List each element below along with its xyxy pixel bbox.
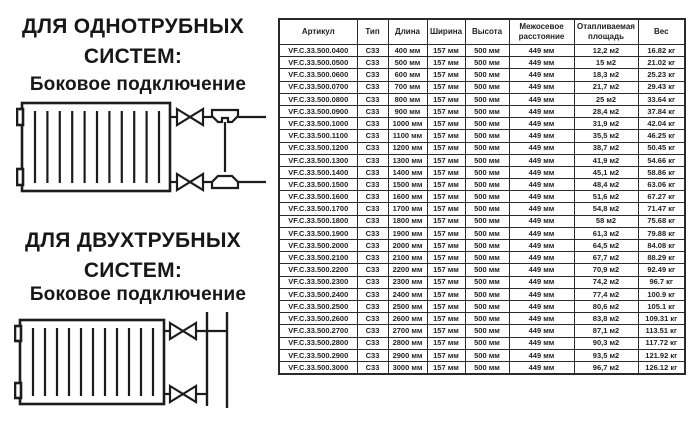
table-cell: C33: [357, 325, 388, 337]
tee-fitting-icon: [212, 176, 238, 188]
table-row: [279, 166, 685, 178]
table-cell: 157 мм: [427, 45, 465, 57]
radiator-spec-table: [278, 18, 686, 375]
table-cell: 157 мм: [427, 276, 465, 288]
table-cell: 157 мм: [427, 252, 465, 264]
table-cell: 15 м2: [574, 57, 638, 69]
table-cell: 449 мм: [509, 45, 574, 57]
table-cell: 1900 мм: [388, 227, 427, 239]
table-row: [279, 118, 685, 130]
column-header-height: Высота: [465, 19, 509, 45]
table-cell: VF.C.33.500.2600: [279, 313, 357, 325]
table-cell: 157 мм: [427, 337, 465, 349]
table-cell: 157 мм: [427, 81, 465, 93]
table-cell: 117.72 кг: [638, 337, 685, 349]
table-row: [279, 57, 685, 69]
table-cell: 77,4 м2: [574, 288, 638, 300]
table-cell: 88.29 кг: [638, 252, 685, 264]
table-cell: 157 мм: [427, 325, 465, 337]
table-cell: 500 мм: [465, 227, 509, 239]
table-cell: 71.47 кг: [638, 203, 685, 215]
table-cell: VF.C.33.500.1400: [279, 166, 357, 178]
table-cell: 84.08 кг: [638, 240, 685, 252]
table-row: [279, 154, 685, 166]
table-row: [279, 105, 685, 117]
table-cell: 93,5 м2: [574, 349, 638, 361]
table-cell: C33: [357, 288, 388, 300]
table-cell: C33: [357, 349, 388, 361]
table-row: [279, 325, 685, 337]
table-cell: C33: [357, 203, 388, 215]
table-cell: 2500 мм: [388, 300, 427, 312]
table-cell: 500 мм: [465, 69, 509, 81]
valve-icon: [190, 174, 203, 190]
table-row: [279, 215, 685, 227]
table-cell: 48,4 м2: [574, 179, 638, 191]
table-row: [279, 313, 685, 325]
table-cell: 2400 мм: [388, 288, 427, 300]
table-cell: 449 мм: [509, 288, 574, 300]
table-cell: VF.C.33.500.2200: [279, 264, 357, 276]
two-pipe-section-title: ДЛЯ ДВУХТРУБНЫХ СИСТЕМ:: [25, 229, 241, 283]
table-cell: 29.43 кг: [638, 81, 685, 93]
table-cell: VF.C.33.500.2100: [279, 252, 357, 264]
table-cell: 80,6 м2: [574, 300, 638, 312]
radiator-tab-top: [17, 109, 23, 125]
table-cell: C33: [357, 57, 388, 69]
single-pipe-connection-diagram: [16, 98, 268, 196]
table-cell: 75.68 кг: [638, 215, 685, 227]
table-cell: 121.92 кг: [638, 349, 685, 361]
table-cell: 1300 мм: [388, 154, 427, 166]
table-cell: 87,1 м2: [574, 325, 638, 337]
table-cell: 92.49 кг: [638, 264, 685, 276]
table-cell: 46.25 кг: [638, 130, 685, 142]
table-cell: 157 мм: [427, 130, 465, 142]
table-cell: VF.C.33.500.2300: [279, 276, 357, 288]
table-cell: 64,5 м2: [574, 240, 638, 252]
table-row: [279, 264, 685, 276]
table-cell: VF.C.33.500.1700: [279, 203, 357, 215]
table-cell: 500 мм: [465, 118, 509, 130]
table-cell: C33: [357, 154, 388, 166]
table-row: [279, 45, 685, 57]
table-cell: 61,3 м2: [574, 227, 638, 239]
table-cell: 157 мм: [427, 264, 465, 276]
table-cell: VF.C.33.500.1000: [279, 118, 357, 130]
table-cell: C33: [357, 166, 388, 178]
table-cell: 157 мм: [427, 300, 465, 312]
table-cell: 449 мм: [509, 300, 574, 312]
table-cell: 157 мм: [427, 349, 465, 361]
table-cell: 449 мм: [509, 93, 574, 105]
table-cell: 500 мм: [465, 93, 509, 105]
table-cell: C33: [357, 313, 388, 325]
table-cell: 16.82 кг: [638, 45, 685, 57]
table-cell: 157 мм: [427, 57, 465, 69]
table-cell: 63.06 кг: [638, 179, 685, 191]
table-cell: 157 мм: [427, 215, 465, 227]
table-cell: 157 мм: [427, 166, 465, 178]
table-cell: VF.C.33.500.1600: [279, 191, 357, 203]
table-row: [279, 252, 685, 264]
table-cell: C33: [357, 69, 388, 81]
table-cell: 2200 мм: [388, 264, 427, 276]
table-cell: 1700 мм: [388, 203, 427, 215]
table-cell: 500 мм: [465, 166, 509, 178]
column-header-axis-distance: Межосевое расстояние: [509, 19, 574, 45]
table-cell: C33: [357, 81, 388, 93]
table-cell: 2900 мм: [388, 349, 427, 361]
table-cell: C33: [357, 337, 388, 349]
table-cell: 157 мм: [427, 227, 465, 239]
table-cell: VF.C.33.500.1100: [279, 130, 357, 142]
table-row: [279, 142, 685, 154]
table-cell: VF.C.33.500.0700: [279, 81, 357, 93]
table-cell: 157 мм: [427, 69, 465, 81]
table-cell: 67,7 м2: [574, 252, 638, 264]
table-cell: 54,8 м2: [574, 203, 638, 215]
table-cell: 50.45 кг: [638, 142, 685, 154]
table-cell: 449 мм: [509, 215, 574, 227]
table-cell: 449 мм: [509, 252, 574, 264]
table-cell: 83,8 м2: [574, 313, 638, 325]
table-cell: 105.1 кг: [638, 300, 685, 312]
table-cell: 157 мм: [427, 313, 465, 325]
table-cell: 449 мм: [509, 191, 574, 203]
table-row: [279, 300, 685, 312]
table-cell: 500 мм: [465, 252, 509, 264]
table-cell: 449 мм: [509, 349, 574, 361]
single-pipe-subtitle: Боковое подключение: [29, 74, 247, 95]
table-cell: 2100 мм: [388, 252, 427, 264]
table-cell: C33: [357, 264, 388, 276]
table-cell: 449 мм: [509, 118, 574, 130]
table-cell: C33: [357, 227, 388, 239]
table-cell: 45,1 м2: [574, 166, 638, 178]
table-cell: 109.31 кг: [638, 313, 685, 325]
column-header-length: Длина: [388, 19, 427, 45]
table-cell: 449 мм: [509, 57, 574, 69]
table-cell: VF.C.33.500.0500: [279, 57, 357, 69]
table-cell: 500 мм: [465, 191, 509, 203]
table-cell: 38,7 м2: [574, 142, 638, 154]
table-cell: C33: [357, 179, 388, 191]
table-cell: 2300 мм: [388, 276, 427, 288]
table-cell: 2800 мм: [388, 337, 427, 349]
table-cell: VF.C.33.500.2500: [279, 300, 357, 312]
table-cell: C33: [357, 240, 388, 252]
table-cell: 18,3 м2: [574, 69, 638, 81]
table-cell: 35,5 м2: [574, 130, 638, 142]
radiator-tab-bottom: [15, 383, 21, 398]
table-row: [279, 337, 685, 349]
table-cell: 28,4 м2: [574, 105, 638, 117]
table-cell: 449 мм: [509, 179, 574, 191]
table-cell: 157 мм: [427, 288, 465, 300]
table-cell: 449 мм: [509, 69, 574, 81]
table-row: [279, 69, 685, 81]
single-pipe-section-title: ДЛЯ ОДНОТРУБНЫХ СИСТЕМ:: [21, 15, 245, 69]
table-cell: 449 мм: [509, 203, 574, 215]
table-row: [279, 191, 685, 203]
table-cell: 449 мм: [509, 130, 574, 142]
table-cell: VF.C.33.500.1800: [279, 215, 357, 227]
table-cell: 41,9 м2: [574, 154, 638, 166]
table-header-row: [279, 19, 685, 45]
table-cell: 500 мм: [465, 276, 509, 288]
table-cell: 800 мм: [388, 93, 427, 105]
table-row: [279, 288, 685, 300]
table-cell: 500 мм: [465, 179, 509, 191]
table-cell: 1800 мм: [388, 215, 427, 227]
column-header-heated-area: Отапливаемая площадь: [574, 19, 638, 45]
table-cell: 900 мм: [388, 105, 427, 117]
table-cell: 500 мм: [465, 288, 509, 300]
table-cell: 96,7 м2: [574, 361, 638, 374]
table-cell: VF.C.33.500.1200: [279, 142, 357, 154]
table-cell: 500 мм: [465, 45, 509, 57]
table-cell: 500 мм: [465, 325, 509, 337]
table-cell: VF.C.33.500.0900: [279, 105, 357, 117]
table-cell: 25.23 кг: [638, 69, 685, 81]
table-cell: 449 мм: [509, 240, 574, 252]
table-cell: 157 мм: [427, 105, 465, 117]
column-header-width: Ширина: [427, 19, 465, 45]
table-cell: 600 мм: [388, 69, 427, 81]
table-cell: 500 мм: [465, 300, 509, 312]
table-cell: 113.51 кг: [638, 325, 685, 337]
table-row: [279, 361, 685, 374]
two-pipe-connection-diagram: [14, 306, 266, 410]
table-cell: 449 мм: [509, 264, 574, 276]
table-cell: 449 мм: [509, 154, 574, 166]
table-cell: C33: [357, 215, 388, 227]
two-pipe-subtitle: Боковое подключение: [29, 284, 247, 305]
table-cell: VF.C.33.500.0600: [279, 69, 357, 81]
table-cell: 1600 мм: [388, 191, 427, 203]
table-cell: 31,9 м2: [574, 118, 638, 130]
table-cell: 100.9 кг: [638, 288, 685, 300]
table-cell: 3000 мм: [388, 361, 427, 374]
table-cell: 449 мм: [509, 313, 574, 325]
table-cell: 96.7 кг: [638, 276, 685, 288]
table-cell: VF.C.33.500.3000: [279, 361, 357, 374]
valve-icon: [183, 386, 196, 402]
table-cell: 157 мм: [427, 191, 465, 203]
table-cell: 2000 мм: [388, 240, 427, 252]
table-cell: 12,2 м2: [574, 45, 638, 57]
table-cell: C33: [357, 93, 388, 105]
table-cell: C33: [357, 252, 388, 264]
table-cell: 400 мм: [388, 45, 427, 57]
table-cell: 157 мм: [427, 203, 465, 215]
tee-fitting-icon: [212, 110, 238, 122]
table-cell: 500 мм: [465, 337, 509, 349]
table-cell: 700 мм: [388, 81, 427, 93]
table-cell: 500 мм: [465, 142, 509, 154]
table-cell: 157 мм: [427, 361, 465, 374]
riser-pipes: [207, 312, 227, 408]
radiator-tab-top: [15, 326, 21, 341]
table-cell: 42.04 кг: [638, 118, 685, 130]
table-row: [279, 276, 685, 288]
table-cell: 500 мм: [465, 105, 509, 117]
table-cell: 33.64 кг: [638, 93, 685, 105]
table-cell: VF.C.33.500.1300: [279, 154, 357, 166]
table-cell: 1400 мм: [388, 166, 427, 178]
table-cell: C33: [357, 118, 388, 130]
table-cell: 1100 мм: [388, 130, 427, 142]
table-cell: 58.86 кг: [638, 166, 685, 178]
table-cell: 500 мм: [465, 130, 509, 142]
table-cell: 500 мм: [465, 203, 509, 215]
table-cell: 157 мм: [427, 179, 465, 191]
table-cell: VF.C.33.500.1900: [279, 227, 357, 239]
table-cell: 67.27 кг: [638, 191, 685, 203]
connection-diagrams-panel: [0, 0, 272, 421]
table-cell: 21,7 м2: [574, 81, 638, 93]
table-cell: C33: [357, 45, 388, 57]
table-cell: 500 мм: [465, 349, 509, 361]
valve-icon: [183, 323, 196, 339]
table-cell: 449 мм: [509, 361, 574, 374]
table-cell: 1000 мм: [388, 118, 427, 130]
table-cell: 58 м2: [574, 215, 638, 227]
table-cell: 500 мм: [465, 313, 509, 325]
table-cell: C33: [357, 142, 388, 154]
table-row: [279, 179, 685, 191]
table-cell: 449 мм: [509, 142, 574, 154]
table-cell: 500 мм: [465, 240, 509, 252]
table-cell: 126.12 кг: [638, 361, 685, 374]
table-cell: 500 мм: [465, 154, 509, 166]
table-cell: 500 мм: [465, 264, 509, 276]
valve-icon: [190, 109, 203, 125]
table-cell: VF.C.33.500.0400: [279, 45, 357, 57]
table-cell: 449 мм: [509, 337, 574, 349]
radiator-tab-bottom: [17, 169, 23, 185]
table-cell: 500 мм: [465, 81, 509, 93]
column-header-type: Тип: [357, 19, 388, 45]
table-cell: C33: [357, 191, 388, 203]
table-cell: 51,6 м2: [574, 191, 638, 203]
table-cell: 500 мм: [388, 57, 427, 69]
table-cell: 90,3 м2: [574, 337, 638, 349]
table-cell: 25 м2: [574, 93, 638, 105]
table-cell: VF.C.33.500.2900: [279, 349, 357, 361]
table-cell: 1200 мм: [388, 142, 427, 154]
table-cell: 449 мм: [509, 81, 574, 93]
column-header-article: Артикул: [279, 19, 357, 45]
table-cell: VF.C.33.500.2000: [279, 240, 357, 252]
table-cell: VF.C.33.500.0800: [279, 93, 357, 105]
table-cell: 70,9 м2: [574, 264, 638, 276]
table-cell: 500 мм: [465, 215, 509, 227]
table-cell: VF.C.33.500.2800: [279, 337, 357, 349]
table-cell: VF.C.33.500.1500: [279, 179, 357, 191]
table-cell: 500 мм: [465, 57, 509, 69]
table-row: [279, 130, 685, 142]
table-cell: 449 мм: [509, 276, 574, 288]
table-cell: 2600 мм: [388, 313, 427, 325]
table-row: [279, 203, 685, 215]
table-cell: 79.88 кг: [638, 227, 685, 239]
table-cell: 157 мм: [427, 93, 465, 105]
table-row: [279, 81, 685, 93]
table-cell: C33: [357, 300, 388, 312]
table-row: [279, 93, 685, 105]
table-cell: 449 мм: [509, 325, 574, 337]
table-row: [279, 240, 685, 252]
table-cell: 449 мм: [509, 227, 574, 239]
column-header-weight: Вес: [638, 19, 685, 45]
table-cell: VF.C.33.500.2700: [279, 325, 357, 337]
table-cell: 2700 мм: [388, 325, 427, 337]
table-cell: 500 мм: [465, 361, 509, 374]
table-row: [279, 349, 685, 361]
table-cell: 157 мм: [427, 142, 465, 154]
table-cell: 54.66 кг: [638, 154, 685, 166]
table-cell: 1500 мм: [388, 179, 427, 191]
table-cell: 74,2 м2: [574, 276, 638, 288]
table-cell: C33: [357, 105, 388, 117]
table-cell: 37.84 кг: [638, 105, 685, 117]
table-row: [279, 227, 685, 239]
table-cell: 157 мм: [427, 154, 465, 166]
table-cell: VF.C.33.500.2400: [279, 288, 357, 300]
spec-table-body: [279, 45, 685, 375]
table-cell: 21.02 кг: [638, 57, 685, 69]
table-cell: 157 мм: [427, 240, 465, 252]
table-cell: C33: [357, 361, 388, 374]
table-cell: 449 мм: [509, 105, 574, 117]
table-cell: 449 мм: [509, 166, 574, 178]
table-cell: C33: [357, 276, 388, 288]
table-cell: 157 мм: [427, 118, 465, 130]
table-cell: C33: [357, 130, 388, 142]
